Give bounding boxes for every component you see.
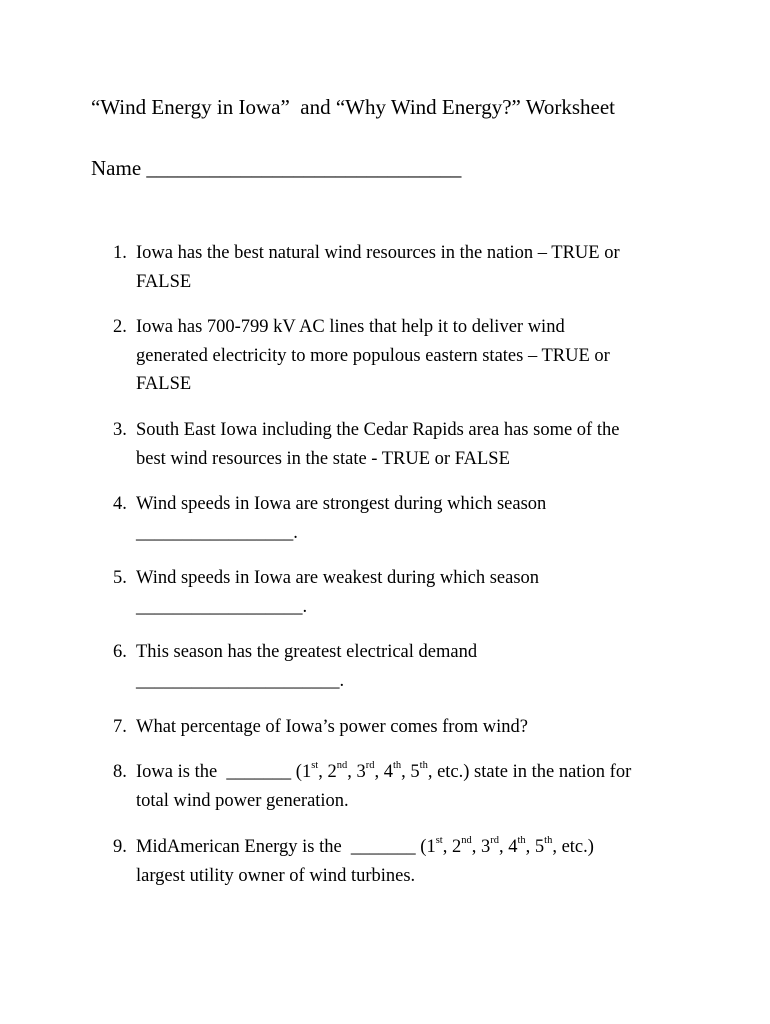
question-2 — [113, 313, 683, 399]
question-text-segment: , etc.) — [552, 837, 594, 857]
question-text-line: Iowa has 700-799 kV AC lines that help it to deliver wind — [136, 317, 565, 337]
answer-blank: ______________________. — [136, 670, 345, 691]
question-number: 6. — [113, 642, 127, 662]
answer-blank: __________________. — [136, 596, 308, 617]
ordinal-suffix: th — [544, 834, 553, 846]
question-text-line: largest utility owner of wind turbines. — [136, 865, 416, 886]
question-number: 8. — [113, 762, 127, 782]
question-text-line: generated electricity to more populous eastern states – TRUE or — [136, 345, 610, 366]
ordinal-suffix: th — [517, 834, 526, 846]
question-text-line: What percentage of Iowa’s power comes from wind? — [136, 717, 528, 737]
question-5 — [113, 564, 683, 621]
question-number: 9. — [113, 837, 127, 857]
question-text-line: best wind resources in the state - TRUE or FALSE — [136, 448, 510, 469]
question-7 — [113, 713, 683, 742]
question-text-line — [136, 833, 713, 862]
question-9 — [113, 833, 713, 890]
question-text-segment: , 5 — [401, 762, 420, 782]
ordinal-suffix: th — [419, 759, 428, 771]
name-field-label: Name ______________________________ — [91, 156, 462, 180]
question-text-segment: Iowa is the _______ (1 — [136, 762, 312, 782]
page-title: “Wind Energy in Iowa” and “Why Wind Energy?” Worksheet — [91, 95, 615, 119]
question-text-line: FALSE — [136, 374, 192, 394]
question-text-line: This season has the greatest electrical demand — [136, 642, 478, 662]
question-text-segment: , 4 — [374, 762, 393, 782]
ordinal-suffix: rd — [490, 834, 499, 846]
question-text-segment: , etc.) state in the nation for — [427, 762, 632, 782]
question-text-line — [136, 758, 713, 787]
question-text-line: Wind speeds in Iowa are strongest during which season — [136, 494, 547, 514]
question-text-line: Wind speeds in Iowa are weakest during which season — [136, 568, 540, 588]
ordinal-suffix: st — [435, 834, 443, 846]
ordinal-suffix: th — [392, 759, 402, 771]
question-text-segment: , 2 — [442, 837, 462, 857]
ordinal-suffix: nd — [336, 759, 348, 771]
question-text-line: total wind power generation. — [136, 790, 349, 811]
question-6 — [113, 638, 683, 695]
question-number: 4. — [113, 494, 127, 514]
question-text-segment: , 2 — [318, 762, 337, 782]
question-number: 3. — [113, 420, 127, 440]
question-3 — [113, 416, 683, 473]
question-number: 2. — [113, 317, 127, 337]
question-text-line: FALSE — [136, 271, 192, 292]
question-number: 7. — [113, 717, 127, 737]
question-1 — [113, 239, 683, 296]
question-text-line: South East Iowa including the Cedar Rapids area has some of the — [136, 420, 620, 440]
question-text-line: Iowa has the best natural wind resources in the nation – TRUE or — [136, 243, 620, 263]
question-text-segment: , 3 — [471, 837, 491, 857]
question-text-segment: , 4 — [498, 837, 518, 857]
ordinal-suffix: st — [311, 759, 319, 771]
ordinal-suffix: rd — [365, 759, 375, 771]
question-text-segment: , 3 — [347, 762, 366, 782]
question-text-segment: MidAmerican Energy is the _______ (1 — [136, 837, 436, 857]
ordinal-suffix: nd — [461, 834, 472, 846]
question-number: 5. — [113, 568, 127, 588]
question-4 — [113, 490, 683, 547]
answer-blank: _________________. — [136, 522, 298, 543]
question-text-segment: , 5 — [525, 837, 545, 857]
question-8 — [113, 758, 713, 815]
question-number: 1. — [113, 243, 127, 263]
